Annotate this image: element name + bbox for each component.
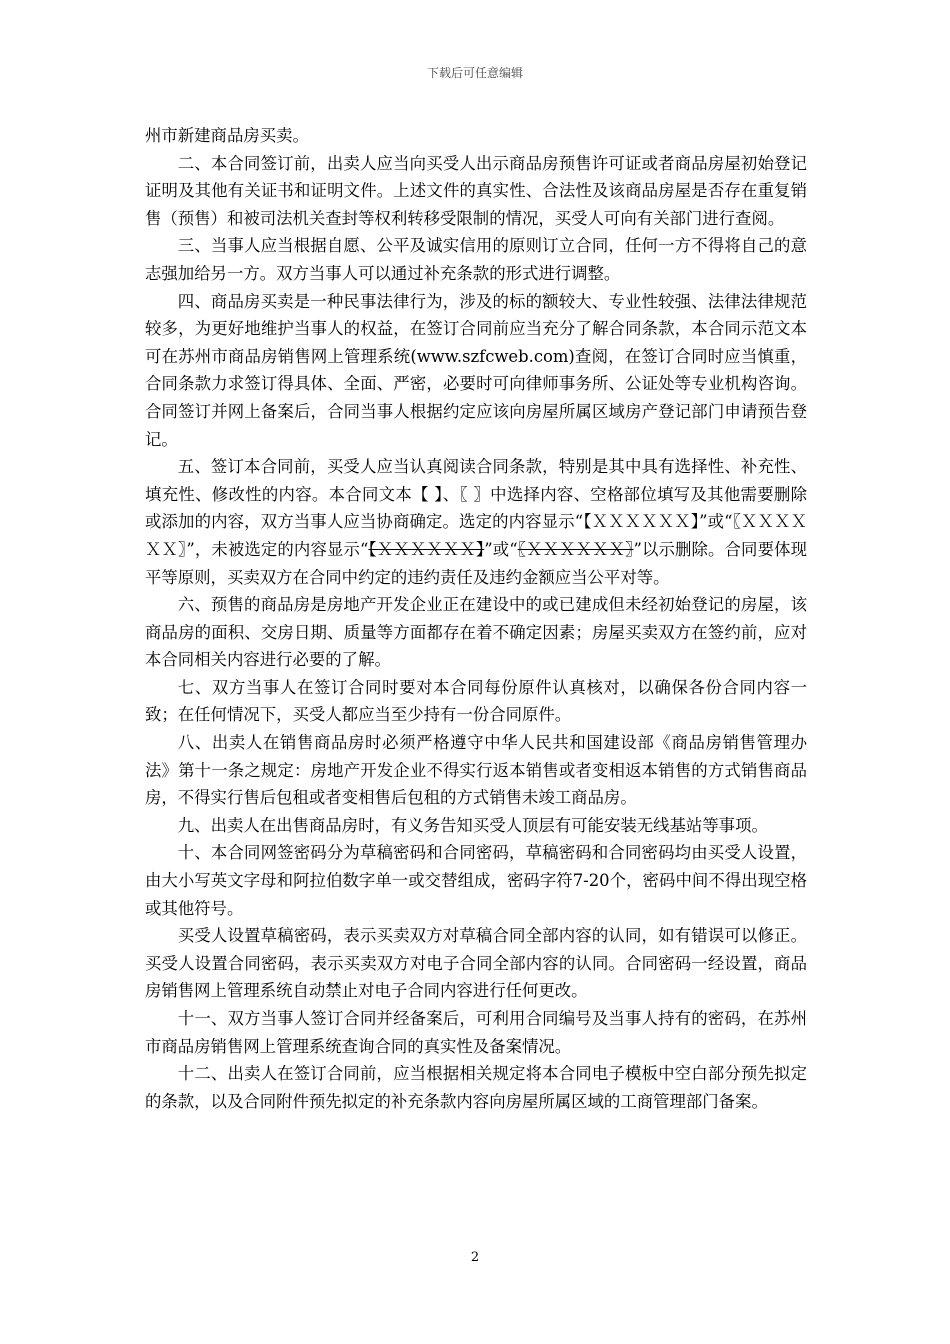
paragraph-11: 十一、双方当事人签订合同并经备案后，可利用合同编号及当事人持有的密码，在苏州市商品房销售网上管理系统查询合同的真实性及备案情况。 [145, 1009, 807, 1056]
paragraph-3: 三、当事人应当根据自愿、公平及诚实信用的原则订立合同，任何一方不得将自己的意志强加给另一方。双方当事人可以通过补充条款的形式进行调整。 [145, 236, 807, 283]
paragraph-6: 六、预售的商品房是房地产开发企业正在建设中的或已建成但未经初始登记的房屋，该商品房的面积、交房日期、质量等方面都存在着不确定因素；房屋买卖双方在签约前，应对本合同相关内容进行必要的了解。 [145, 595, 807, 670]
paragraph-5-text-a: 五、签订本合同前，买受人应当认真阅读合同条款，特别是其中具有选择性、补充性、填充性、修改性的内容。本合同文本【 】、〖 〗中选择内容、空格部位填写及其他需要删除或添加的内容，双方当事人应当协商确定。选定的内容显示“【ＸＸＸＸＸＸ】”或“〖ＸＸＸＸＸＸ〗”，未被选定的内容显示“ [145, 457, 807, 559]
paragraph-2: 二、本合同签订前，出卖人应当向买受人出示商品房预售许可证或者商品房屋初始登记证明及其他有关证书和证明文件。上述文件的真实性、合法性及该商品房屋是否存在重复销售（预售）和被司法机关查封等权利转移受限制的情况，买受人可向有关部门进行查阅。 [145, 153, 807, 228]
paragraph-9: 九、出卖人在出售商品房时，有义务告知买受人顶层有可能安装无线基站等事项。 [177, 815, 768, 835]
paragraph-7: 七、双方当事人在签订合同时要对本合同每份原件认真核对，以确保各份合同内容一致；在任何情况下，买受人都应当至少持有一份合同原件。 [145, 677, 807, 725]
paragraph-10-sub: 买受人设置草稿密码，表示买卖双方对草稿合同全部内容的认同，如有错误可以修正。买受人设置合同密码，表示买卖双方对电子合同全部内容的认同。合同密码一经设置，商品房销售网上管理系统自动禁止对电子合同内容进行任何更改。 [145, 926, 807, 1001]
page-header: 下载后可任意编辑 [426, 66, 523, 80]
paragraph-12: 十二、出卖人在签订合同前，应当根据相关规定将本合同电子模板中空白部分预先拟定的条款，以及合同附件预先拟定的补充条款内容向房屋所属区域的工商管理部门备案。 [145, 1064, 807, 1111]
paragraph-10: 十、本合同网签密码分为草稿密码和合同密码，草稿密码和合同密码均由买受人设置，由大小写英文字母和阿拉伯数字单一或交替组成，密码字符7-20个，密码中间不得出现空格或其他符号。 [145, 843, 807, 918]
paragraph-4: 四、商品房买卖是一种民事法律行为，涉及的标的额较大、专业性较强、法律法律规范较多，为更好地维护当事人的权益，在签订合同前应当充分了解合同条款，本合同示范文本可在苏州市商品房销售网上管理系统(www.szfcweb.com)查阅，在签订合同时应当慎重，合同条款力求签订得具体、全面、严密，必要时可向律师事务所、公证处等专业机构咨询。合同签订并网上备案后，合同当事人根据约定应该向房屋所属区域房产登记部门申请预告登记。 [145, 291, 807, 449]
document-body [145, 122, 807, 1115]
struck-bracket-example-2: 〖ＸＸＸＸＸＸ〗 [517, 539, 634, 559]
paragraph-5-text-b: ”或“ [484, 539, 518, 559]
paragraph-5 [145, 453, 807, 591]
struck-bracket-example: 【ＸＸＸＸＸＸ】 [368, 539, 485, 559]
page-number: 2 [470, 1250, 480, 1265]
paragraph-5-text-c: ”以示删除。合同要体现平等原则，买卖双方在合同中约定的违约责任及违约金额应当公平对等。 [145, 539, 807, 587]
paragraph-continuation: 州市新建商品房买卖。 [145, 126, 309, 145]
paragraph-8: 八、出卖人在销售商品房时必须严格遵守中华人民共和国建设部《商品房销售管理办法》第十一条之规定：房地产开发企业不得实行返本销售或者变相返本销售的方式销售商品房，不得实行售后包租或者变相售后包租的方式销售未竣工商品房。 [145, 733, 807, 808]
